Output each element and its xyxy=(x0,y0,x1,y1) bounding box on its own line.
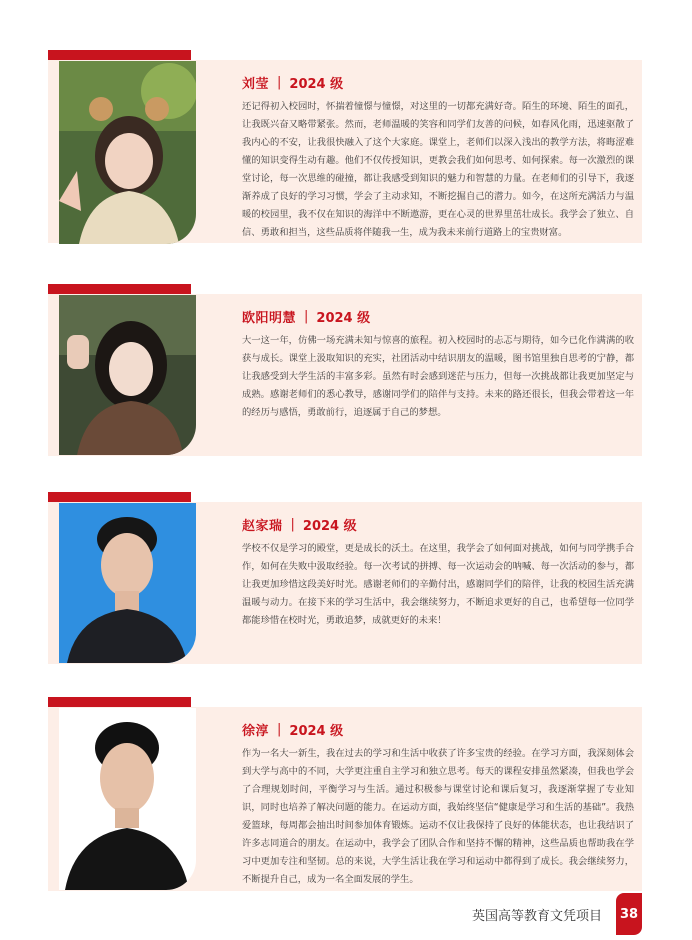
heading-separator: | xyxy=(277,74,282,90)
class-year: 2024 级 xyxy=(289,723,344,739)
portrait-photo xyxy=(59,295,196,455)
profile-card-2 xyxy=(48,284,644,456)
page-footer xyxy=(472,893,642,935)
testimonial-text: 学校不仅是学习的殿堂，更是成长的沃土。在这里，我学会了如何面对挑战，如何与同学携手合作，如何在失败中汲取经验。每一次考试的拼搏、每一次运动会的呐喊、每一次活动的参与，都让我更加珍惜这段美好时光。感谢老师们的辛勤付出，感谢同学们的陪伴，让我的校园生活充满温暖与动力。在接下来的学习生活中，我会继续努力，不断追求更好的自己，也希望每一位同学都能珍惜在校时光，勇敢追梦，成就更好的未来！ xyxy=(242,543,634,626)
profile-heading xyxy=(242,719,634,739)
portrait-photo xyxy=(59,503,196,663)
student-name: 欧阳明慧 xyxy=(242,310,297,326)
student-name: 刘莹 xyxy=(242,76,270,92)
student-name: 徐淳 xyxy=(242,723,270,739)
testimonial-text: 大一这一年，仿佛一场充满未知与惊喜的旅程。初入校园时的忐忑与期待，如今已化作满满的收获与成长。课堂上汲取知识的充实，社团活动中结识朋友的温暖，图书馆里独自思考的宁静，都让我感受到大学生活的丰富多彩。虽然有时会感到迷茫与压力，但每一次挑战都让我更加坚定与成熟。感谢老师们的悉心教导，感谢同学们的陪伴与支持。未来的路还很长，但我会带着这一年的经历与感悟，勇敢前行，追逐属于自己的梦想。 xyxy=(242,335,634,418)
class-year: 2024 级 xyxy=(316,310,371,326)
class-year: 2024 级 xyxy=(289,76,344,92)
profile-heading xyxy=(242,72,634,92)
testimonial-text: 还记得初入校园时，怀揣着憧憬与憧憬，对这里的一切都充满好奇。陌生的环境、陌生的面孔，让我既兴奋又略带紧张。然而，老师温暖的笑容和同学们友善的问候，如春风化雨，迅速驱散了我内心的不安，让我很快融入了这个大家庭。课堂上，老师们以深入浅出的教学方法，将晦涩难懂的知识变得生动有趣。他们不仅传授知识，更教会我们如何思考、如何探索。每一次激烈的课堂讨论，每一次思维的碰撞，都让我感受到知识的魅力和智慧的力量。在老师们的引导下，我逐渐养成了良好的学习习惯，学会了主动求知，不断挖掘自己的潜力。如今，在这所充满活力与温暖的校园里，我不仅在知识的海洋中不断遨游，更在心灵的世界里茁壮成长。我学会了独立、自信、勇敢和担当，这些品质将伴随我一生，成为我未来前行道路上的宝贵财富。 xyxy=(242,101,634,238)
profile-heading xyxy=(242,514,634,534)
student-name: 赵家瑞 xyxy=(242,518,283,534)
heading-separator: | xyxy=(277,721,282,737)
portrait-photo xyxy=(59,708,196,890)
heading-separator: | xyxy=(290,516,295,532)
heading-separator: | xyxy=(304,308,309,324)
profile-card-4 xyxy=(48,697,644,891)
profile-card-1 xyxy=(48,50,644,246)
page-number: 38 xyxy=(616,893,642,935)
testimonial-text: 作为一名大一新生，我在过去的学习和生活中收获了许多宝贵的经验。在学习方面，我深刻体会到大学与高中的不同，大学更注重自主学习和独立思考。每天的课程安排虽然紧凑，但我也学会了合理规划时间，平衡学习与生活。通过积极参与课堂讨论和课后复习，我逐渐掌握了专业知识，同时也培养了解决问题的能力。在运动方面，我始终坚信“健康是学习和生活的基础”。我热爱篮球，每周都会抽出时间参加体育锻炼。运动不仅让我保持了良好的体能状态，也让我结识了许多志同道合的朋友。在运动中，我学会了团队合作和坚持不懈的精神，这些品质也帮助我在学习中更加专注和坚韧。总的来说，大学生活让我在学习和运动中都得到了成长。我会继续努力，不断提升自己，成为一名全面发展的学生。 xyxy=(242,748,634,885)
portrait-photo xyxy=(59,61,196,244)
profile-card-3 xyxy=(48,492,644,664)
class-year: 2024 级 xyxy=(302,518,357,534)
program-title: 英国高等教育文凭项目 xyxy=(471,908,602,924)
profile-heading xyxy=(242,306,634,326)
